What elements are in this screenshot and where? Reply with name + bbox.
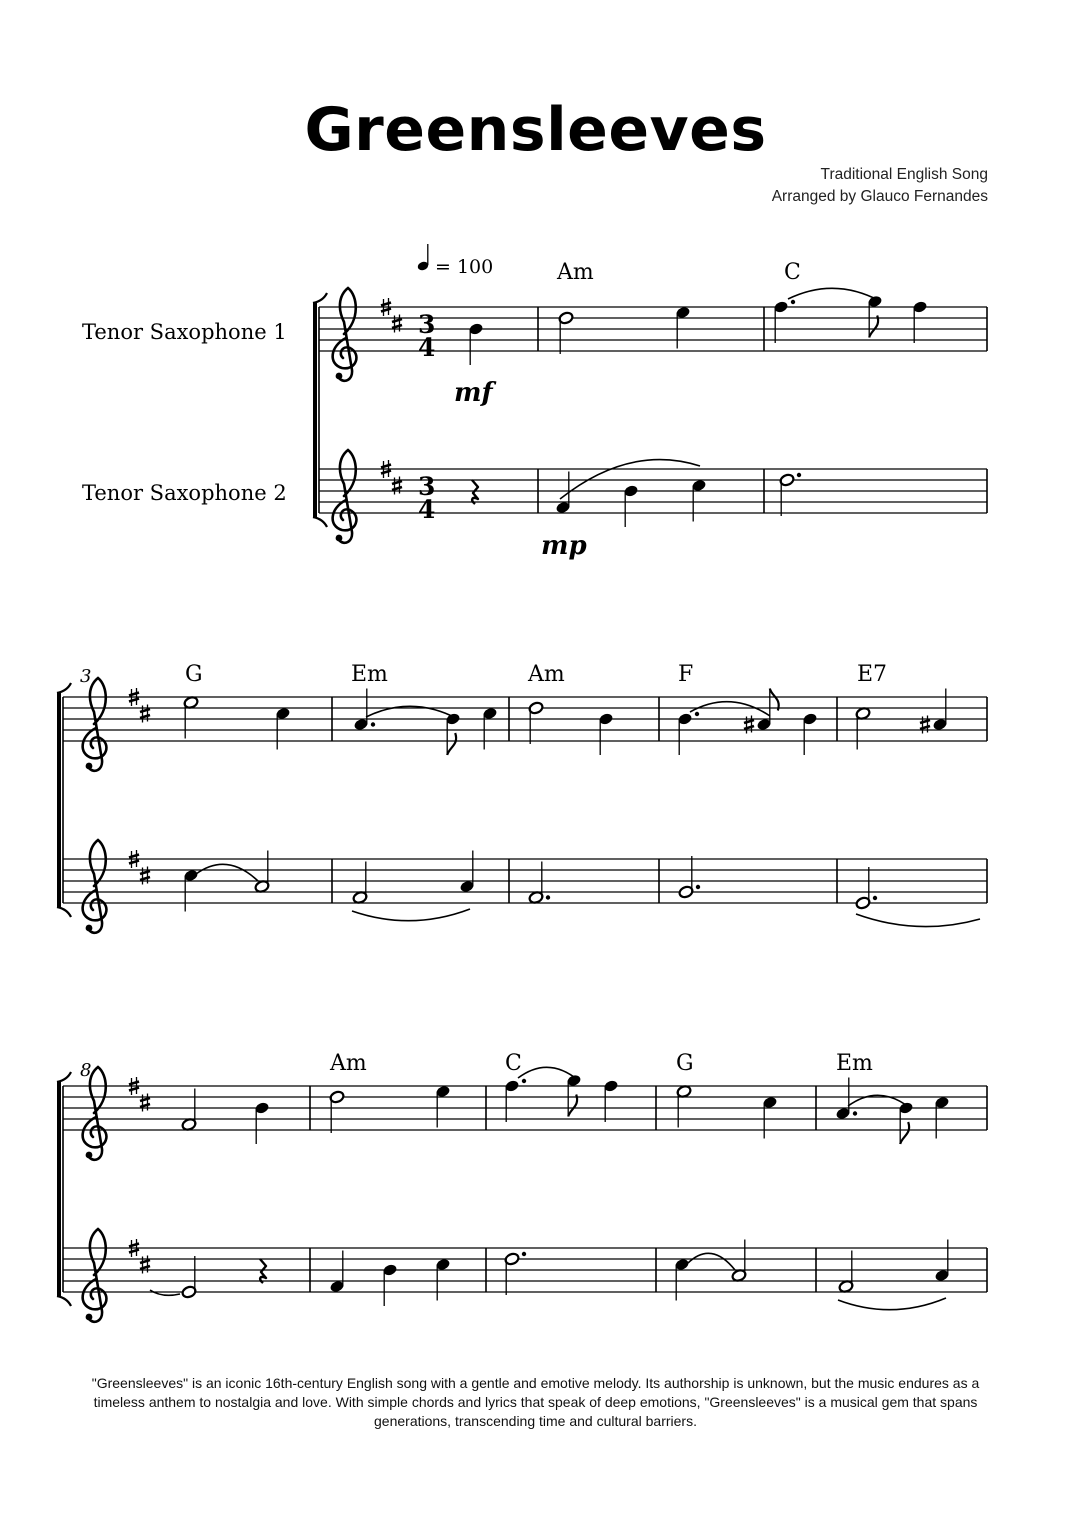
instrument-name-1: Tenor Saxophone 1: [82, 320, 287, 344]
time-signature-numerator-1: 3: [418, 310, 436, 339]
sharp-icon: [140, 1256, 150, 1274]
slur: [352, 909, 470, 921]
treble-clef-icon: [83, 840, 107, 933]
treble-clef-icon: [83, 678, 107, 771]
augmentation-dot: [522, 1252, 526, 1256]
chord-symbol: Am: [557, 260, 594, 285]
note-flag: [568, 1095, 577, 1117]
staff-lines: [57, 288, 987, 1322]
chord-symbol: C: [505, 1051, 522, 1076]
slur: [788, 288, 880, 301]
note-flag: [770, 689, 779, 711]
measure-number: 3: [80, 666, 92, 687]
augmentation-dot: [695, 712, 699, 716]
tie: [150, 1290, 180, 1295]
arranger-credit: Arranged by Glauco Fernandes: [771, 188, 988, 205]
chord-symbol: Am: [330, 1051, 367, 1076]
quarter-note-icon: [417, 244, 430, 272]
augmentation-dot: [696, 885, 700, 889]
augmentation-dot: [522, 1079, 526, 1083]
treble-clef-icon: [333, 450, 357, 543]
slur: [856, 914, 980, 927]
dynamic-part2: mp: [541, 531, 587, 561]
note-flag: [447, 733, 456, 755]
augmentation-dot: [873, 896, 877, 900]
sharp-icon: [744, 716, 754, 734]
note-flag: [900, 1122, 909, 1144]
bracket-hook: [57, 907, 71, 917]
sharp-icon: [140, 705, 150, 723]
chord-symbol: Am: [528, 662, 565, 687]
note-flag: [869, 316, 878, 338]
quarter-rest-icon: [472, 480, 478, 504]
notes-layer: [150, 288, 980, 1309]
time-signature-numerator-2: 3: [418, 472, 436, 501]
score-title: Greensleeves: [304, 95, 767, 165]
bracket-hook: [57, 1296, 71, 1306]
dynamic-part1: mf: [454, 378, 493, 408]
slur: [196, 864, 258, 881]
time-signature-denominator-1: 4: [418, 333, 436, 362]
time-signature-denominator-2: 4: [418, 495, 436, 524]
chord-symbol: Em: [351, 662, 388, 687]
chord-symbol: C: [784, 260, 801, 285]
measure-number: 8: [80, 1060, 92, 1081]
augmentation-dot: [546, 895, 550, 899]
chord-symbol: E7: [857, 662, 888, 687]
instrument-name-2: Tenor Saxophone 2: [82, 481, 287, 505]
slur: [688, 1253, 735, 1270]
bracket-hook: [57, 1072, 71, 1082]
quarter-rest-icon: [260, 1259, 266, 1283]
tempo-marking: = 100: [435, 256, 494, 278]
chord-symbol: G: [676, 1051, 694, 1076]
sharp-icon: [392, 315, 402, 333]
bracket-hook: [57, 683, 71, 693]
treble-clef-icon: [333, 288, 357, 381]
composer-credit: Traditional English Song: [820, 166, 988, 183]
augmentation-dot: [371, 722, 375, 726]
bracket-hook: [313, 517, 327, 527]
slur: [518, 1067, 578, 1080]
slur: [838, 1298, 946, 1310]
chord-symbol: Em: [836, 1051, 873, 1076]
chord-symbol: F: [678, 662, 694, 687]
slur: [690, 702, 770, 716]
sharp-icon: [140, 867, 150, 885]
augmentation-dot: [853, 1111, 857, 1115]
sharp-icon: [392, 477, 402, 495]
treble-clef-icon: [83, 1229, 107, 1322]
sharp-icon: [140, 1094, 150, 1112]
augmentation-dot: [791, 300, 795, 304]
chord-symbol: G: [185, 662, 203, 687]
sharp-icon: [920, 716, 930, 734]
song-description: "Greensleeves" is an iconic 16th-century English song with a gentle and emotive melody. Its authorship is unknown, but the music endures as a timeless anthem to nostalgia and love. With simple chords and lyrics that speak of deep emotions, "Greensleeves" is a musical gem that spans generations, transcending time and cultural barriers.: [91, 1375, 980, 1429]
bracket-hook: [313, 293, 327, 303]
augmentation-dot: [797, 473, 801, 477]
